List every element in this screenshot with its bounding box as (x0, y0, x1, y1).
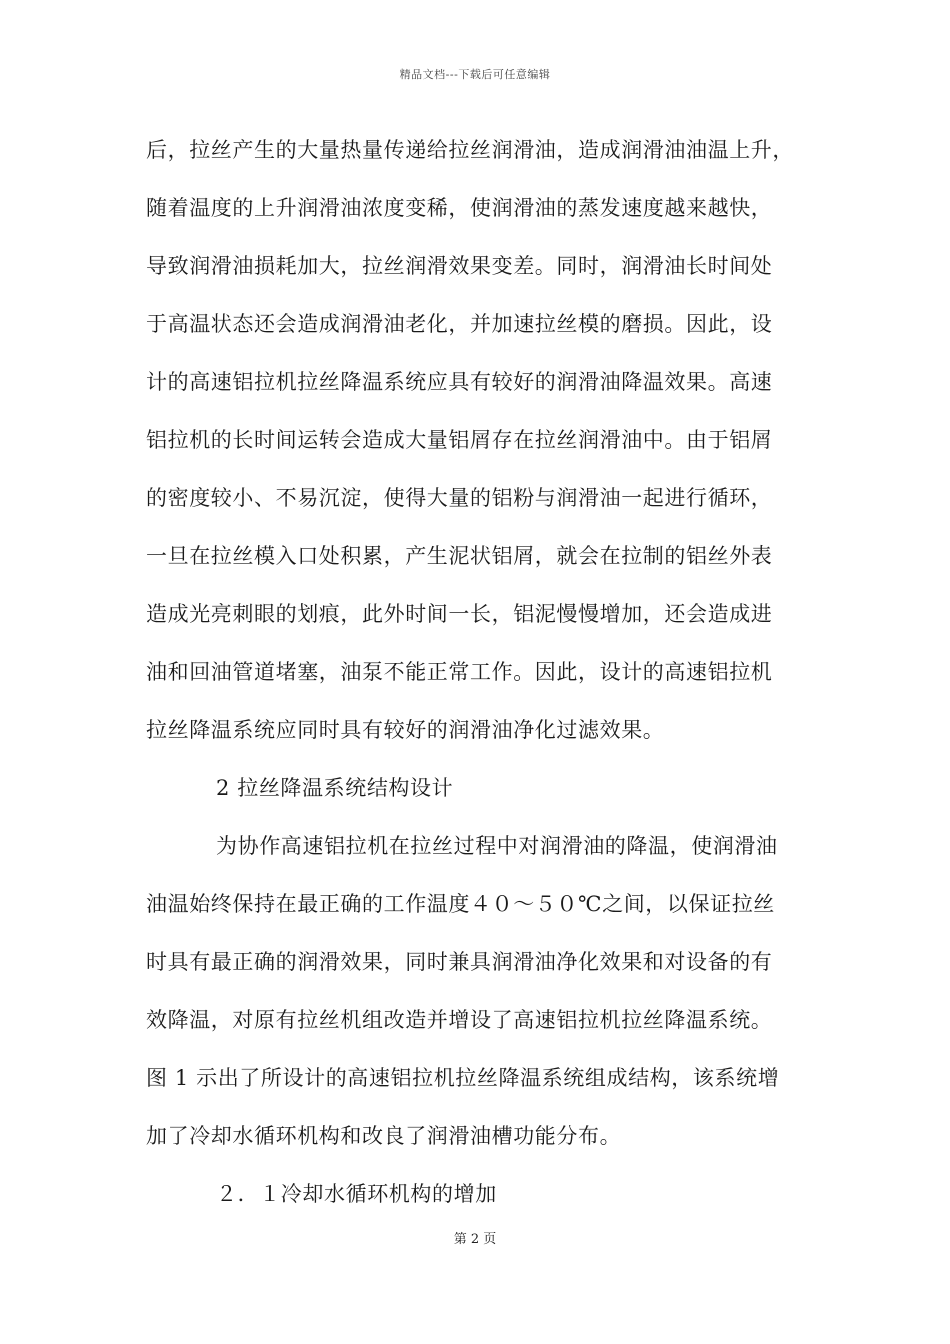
body-line: 造成光亮刺眼的划痕，此外时间一长，铝泥慢慢增加，还会造成进 (146, 602, 773, 626)
body-line: 导致润滑油损耗加大，拉丝润滑效果变差。同时，润滑油长时间处 (146, 254, 773, 278)
body-line: 时具有最正确的润滑效果，同时兼具润滑油净化效果和对设备的有 (146, 950, 773, 974)
subsection-heading: ２．１冷却水循环机构的增加 (216, 1182, 497, 1206)
body-line: 一旦在拉丝模入口处积累，产生泥状铝屑，就会在拉制的铝丝外表 (146, 544, 773, 568)
body-line: 图 1 示出了所设计的高速铝拉机拉丝降温系统组成结构，该系统增 (146, 1066, 780, 1090)
body-line: 随着温度的上升润滑油浓度变稀，使润滑油的蒸发速度越来越快， (146, 196, 773, 220)
body-line: 油和回油管道堵塞，油泵不能正常工作。因此，设计的高速铝拉机 (146, 660, 773, 684)
page-number: 第 2 页 (453, 1232, 497, 1247)
body-line: 铝拉机的长时间运转会造成大量铝屑存在拉丝润滑油中。由于铝屑 (146, 428, 773, 452)
page-header: 精品文档---下载后可任意编辑 (399, 68, 551, 81)
section-heading: 2 拉丝降温系统结构设计 (216, 776, 454, 800)
body-line: 后，拉丝产生的大量热量传递给拉丝润滑油，造成润滑油油温上升， (146, 138, 794, 162)
body-line: 于高温状态还会造成润滑油老化，并加速拉丝模的磨损。因此，设 (146, 312, 773, 336)
body-line: 为协作高速铝拉机在拉丝过程中对润滑油的降温，使润滑油 (216, 834, 778, 858)
body-line: 拉丝降温系统应同时具有较好的润滑油净化过滤效果。 (146, 718, 665, 742)
body-line: 的密度较小、不易沉淀，使得大量的铝粉与润滑油一起进行循环， (146, 486, 773, 510)
body-line: 加了冷却水循环机构和改良了润滑油槽功能分布。 (146, 1124, 622, 1148)
body-line: 效降温，对原有拉丝机组改造并增设了高速铝拉机拉丝降温系统。 (146, 1008, 773, 1032)
body-line: 油温始终保持在最正确的工作温度４０～５０℃之间，以保证拉丝 (146, 892, 775, 916)
body-line: 计的高速铝拉机拉丝降温系统应具有较好的润滑油降温效果。高速 (146, 370, 773, 394)
